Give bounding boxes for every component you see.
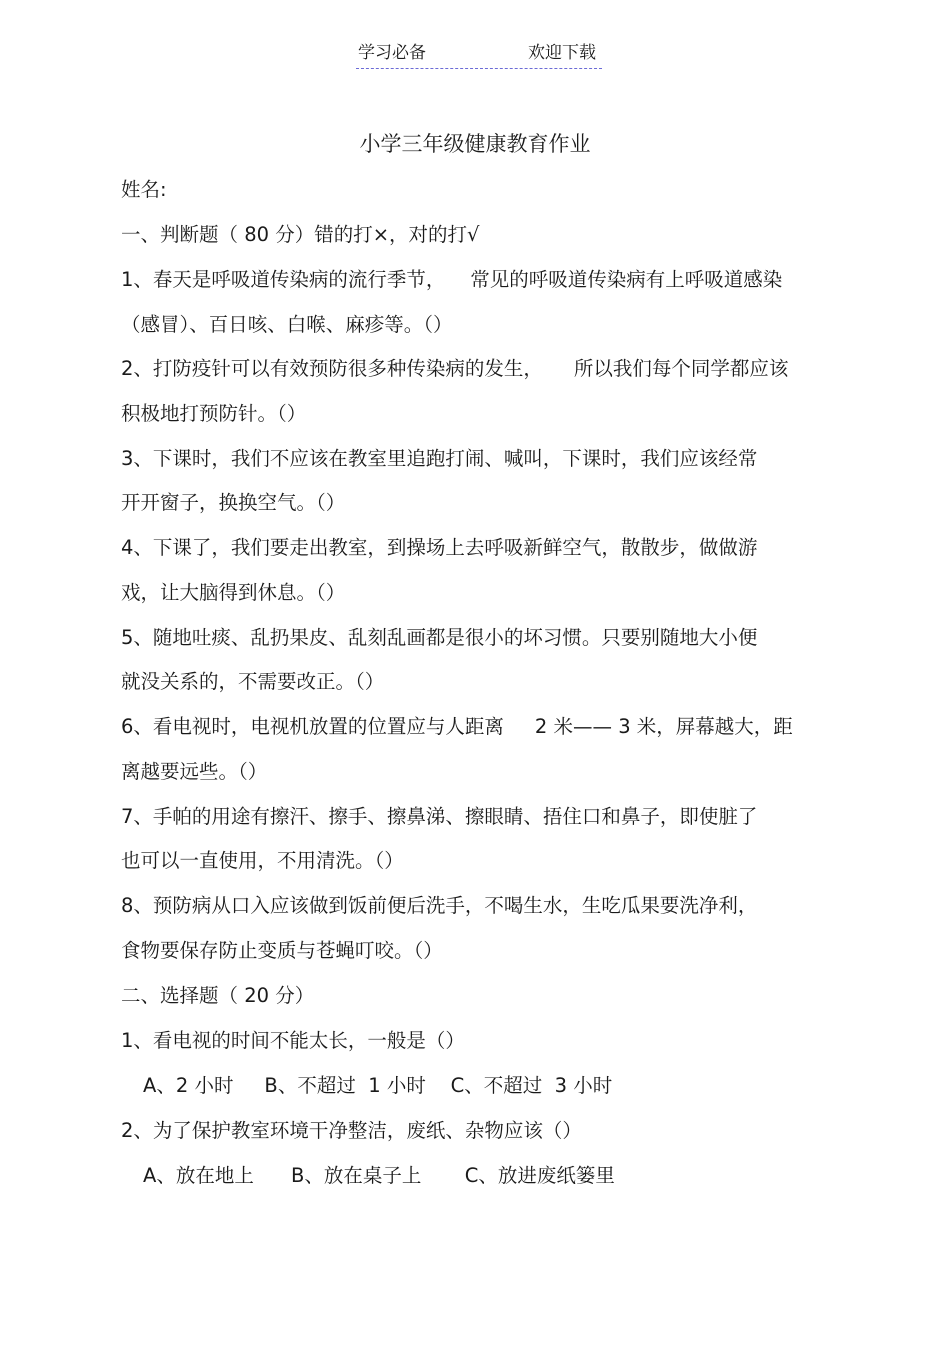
question-3-line-2: 开开窗子，换换空气。（） <box>121 491 346 514</box>
question-8-line-2: 食物要保存防止变质与苍蝇叮咬。（） <box>121 939 443 962</box>
question-1-line-1: 1、春天是呼吸道传染病的流行季节， 常见的呼吸道传染病有上呼吸道感染 <box>121 268 783 291</box>
question-1-line-2: （感冒）、百日咳、白喉、麻疹等。（） <box>121 313 453 336</box>
question-7-line-1: 7、手帕的用途有擦汗、擦手、擦鼻涕、擦眼睛、捂住口和鼻子，即使脏了 <box>121 805 758 828</box>
question-4-line-1: 4、下课了，我们要走出教室，到操场上去呼吸新鲜空气，散散步，做做游 <box>121 536 758 559</box>
question-5-line-2: 就没关系的，不需要改正。（） <box>121 670 385 693</box>
question-4-line-2: 戏，让大脑得到休息。（） <box>121 581 346 604</box>
question-6-line-1: 6、看电视时，电视机放置的位置应与人距离 2 米—— 3 米，屏幕越大，距 <box>121 715 793 738</box>
header-left-text: 学习必备 <box>358 43 426 63</box>
question-2-line-1: 2、打防疫针可以有效预防很多种传染病的发生， 所以我们每个同学都应该 <box>121 357 789 380</box>
question-5-line-1: 5、随地吐痰、乱扔果皮、乱刻乱画都是很小的坏习惯。只要别随地大小便 <box>121 626 758 649</box>
choice-1-question: 1、看电视的时间不能太长，一般是（） <box>121 1029 465 1052</box>
document-title: 小学三年级健康教育作业 <box>359 132 591 156</box>
question-7-line-2: 也可以一直使用，不用清洗。（） <box>121 849 404 872</box>
choice-1-options: A、2 小时 B、不超过 1 小时 C、不超过 3 小时 <box>143 1074 613 1097</box>
section2-heading: 二、选择题（ 20 分） <box>121 984 315 1007</box>
question-6-line-2: 离越要远些。（） <box>121 760 268 783</box>
page-header <box>356 42 602 69</box>
section1-heading: 一、判断题（ 80 分）错的打×，对的打√ <box>121 223 480 246</box>
name-label: 姓名: <box>121 178 167 201</box>
question-2-line-2: 积极地打预防针。（） <box>121 402 307 425</box>
header-right-text: 欢迎下载 <box>528 43 596 63</box>
question-3-line-1: 3、下课时，我们不应该在教室里追跑打闹、喊叫，下课时，我们应该经常 <box>121 447 758 470</box>
choice-2-question: 2、为了保护教室环境干净整洁，废纸、杂物应该（） <box>121 1119 582 1142</box>
question-8-line-1: 8、预防病从口入应该做到饭前便后洗手，不喝生水，生吃瓜果要洗净利， <box>121 894 758 917</box>
choice-2-options: A、放在地上 B、放在桌子上 C、放进废纸篓里 <box>143 1164 615 1187</box>
